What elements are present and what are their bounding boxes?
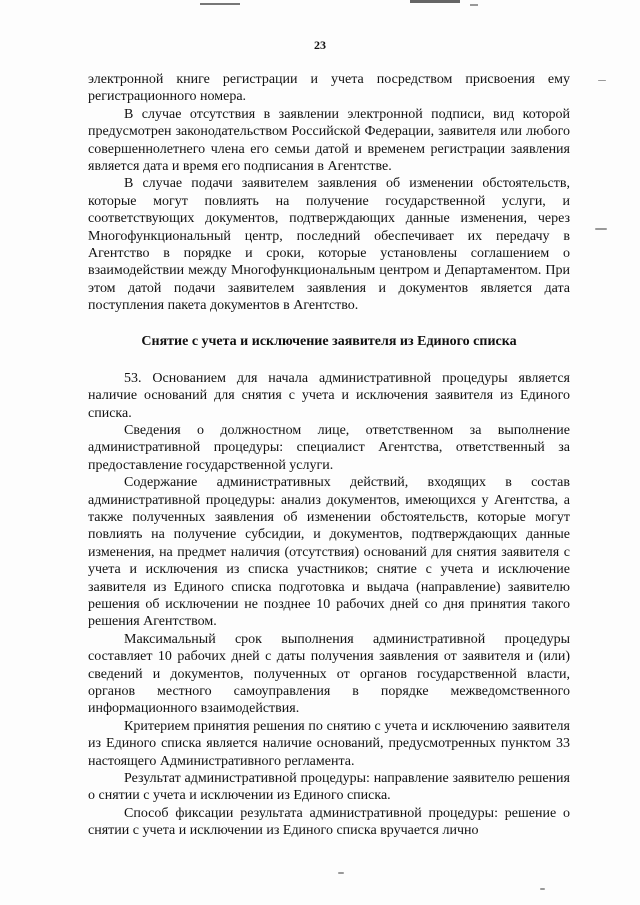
scan-speck [595,228,607,230]
paragraph: Содержание административных действий, входящих в состав административной процедуры: анализ документов, имеющихся у Агентства, а также полученных заявления об изменении обстоятельств, которые могут повлиять на получение субсидии, и документов, подтверждающих данные изменения, на предмет наличия (отсутствия) оснований для снятия заявителя с учета и исключения из списка участников; снятие с учета и исключение заявителя из Единого списка подготовка и выдача (направление) заявителю решения об исключении не позднее 10 рабочих дней со дня принятия такого решения Агентством. [88,475,570,630]
scan-speck [540,888,545,890]
scan-artifacts [0,0,640,14]
paragraph: Сведения о должностном лице, ответственном за выполнение административной процедуры: специалист Агентства, ответственный за предоставление государственной услуги. [88,422,570,473]
paragraph: В случае отсутствия в заявлении электронной подписи, вид которой предусмотрен законодательством Российской Федерации, заявителя или любого совершеннолетнего члена его семьи датой и временем регистрации заявления является дата и время его подписания в Агентстве. [88,106,570,175]
paragraph: Максимальный срок выполнения административной процедуры составляет 10 рабочих дней с даты получения заявления от заявителя и (или) сведений и документов, полученных от органов государственной власти, органов местного самоуправления в порядке межведомственного информационного взаимодействия. [88,631,570,717]
paragraph: В случае подачи заявителем заявления об изменении обстоятельств, которые могут повлиять на получение государственной услуги, и соответствующих документов, подтверждающих данные изменения, через Многофункциональный центр, последний обеспечивает их передачу в Агентство в порядке и сроки, которые установлены соглашением о взаимодействии между Многофункциональным центром и Департаментом. При этом датой подачи заявителем заявления и документов является дата поступления пакета документов в Агентство. [88,176,570,314]
paragraph: Критерием принятия решения по снятию с учета и исключению заявителя из Единого списка является наличие оснований, предусмотренных пунктом 33 настоящего Административного регламента. [88,718,570,769]
section-heading: Снятие с учета и исключение заявителя из Единого списка [141,333,517,349]
scan-speck [598,80,606,81]
scan-speck [338,872,344,874]
paragraph: Способ фиксации результата административной процедуры: решение о снятии с учета и исключении из Единого списка вручается лично [88,805,570,839]
document-body [88,71,570,840]
paragraph: Результат административной процедуры: направление заявителю решения о снятии с учета и исключении из Единого списка. [88,771,570,804]
paragraph: электронной книге регистрации и учета посредством присвоения ему регистрационного номера. [88,72,570,105]
page-number: 23 [314,38,326,52]
paragraph: 53. Основанием для начала административной процедуры является наличие оснований для снятия с учета и исключения заявителя из Единого списка. [88,370,570,421]
